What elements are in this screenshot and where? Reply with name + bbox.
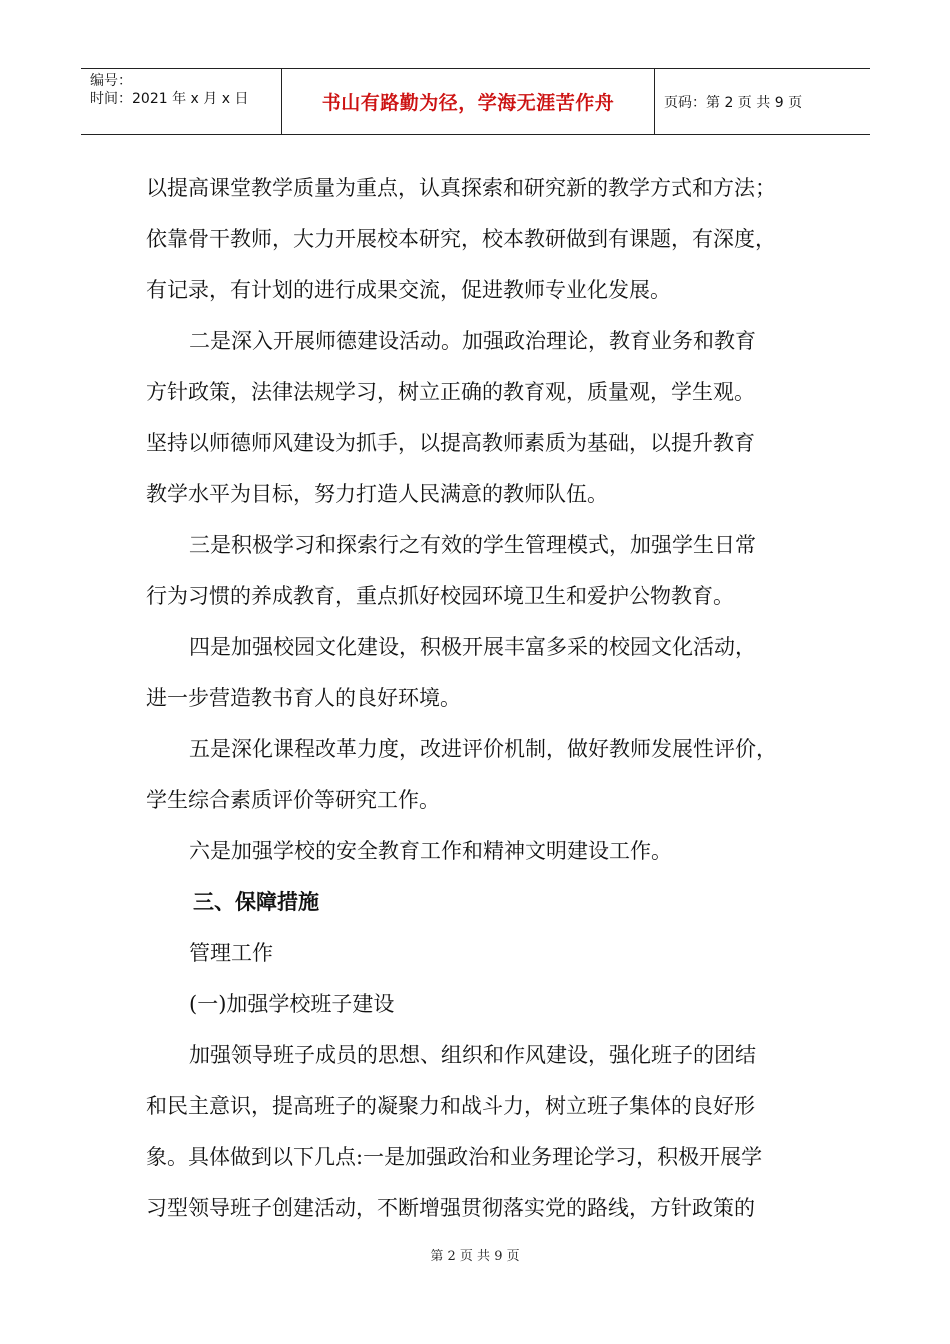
body-line: 和民主意识，提高班子的凝聚力和战斗力，树立班子集体的良好形 xyxy=(146,1094,755,1118)
body-line: 象。具体做到以下几点:一是加强政治和业务理论学习，积极开展学 xyxy=(146,1145,763,1169)
document-header xyxy=(81,68,870,135)
body-line: 有记录，有计划的进行成果交流，促进教师专业化发展。 xyxy=(146,278,671,302)
document-body xyxy=(146,163,836,1234)
subsection-heading: (一)加强学校班子建设 xyxy=(189,992,395,1016)
document-date-label: 时间：2021 年 x 月 x 日 xyxy=(90,91,249,107)
body-line: 行为习惯的养成教育，重点抓好校园环境卫生和爱护公物教育。 xyxy=(146,584,734,608)
paragraph-first-line: 三是积极学习和探索行之有效的学生管理模式，加强学生日常 xyxy=(189,533,756,557)
document-number-label: 编号： xyxy=(90,73,132,89)
body-line: 进一步营造教书育人的良好环境。 xyxy=(146,686,461,710)
body-line: 学生综合素质评价等研究工作。 xyxy=(146,788,440,812)
header-page-cell xyxy=(655,69,870,134)
body-line: 依靠骨干教师，大力开展校本研究，校本教研做到有课题，有深度， xyxy=(146,227,776,251)
section-heading: 三、保障措施 xyxy=(193,890,319,914)
header-motto: 书山有路勤为径，学海无涯苦作舟 xyxy=(321,92,615,114)
header-meta-cell xyxy=(81,69,282,134)
paragraph-first-line: 四是加强校园文化建设，积极开展丰富多采的校园文化活动， xyxy=(189,635,756,659)
header-page-label: 页码：第 2 页 共 9 页 xyxy=(664,94,803,111)
body-line: 坚持以师德师风建设为抓手，以提高教师素质为基础，以提升教育 xyxy=(146,431,755,455)
header-motto-cell xyxy=(282,69,655,134)
paragraph-first-line: 六是加强学校的安全教育工作和精神文明建设工作。 xyxy=(189,839,672,863)
body-line: 习型领导班子创建活动，不断增强贯彻落实党的路线，方针政策的 xyxy=(146,1196,755,1220)
paragraph-first-line: 二是深入开展师德建设活动。加强政治理论，教育业务和教育 xyxy=(189,329,756,353)
body-line: 方针政策，法律法规学习，树立正确的教育观，质量观，学生观。 xyxy=(146,380,755,404)
subsection-label: 管理工作 xyxy=(189,941,273,965)
paragraph-first-line: 五是深化课程改革力度，改进评价机制，做好教师发展性评价， xyxy=(189,737,777,761)
footer-page-number: 第 2 页 共 9 页 xyxy=(430,1249,520,1264)
page-footer xyxy=(0,1245,950,1264)
body-line: 教学水平为目标，努力打造人民满意的教师队伍。 xyxy=(146,482,608,506)
body-line: 以提高课堂教学质量为重点，认真探索和研究新的教学方式和方法； xyxy=(146,176,776,200)
paragraph-first-line: 加强领导班子成员的思想、组织和作风建设，强化班子的团结 xyxy=(189,1043,756,1067)
